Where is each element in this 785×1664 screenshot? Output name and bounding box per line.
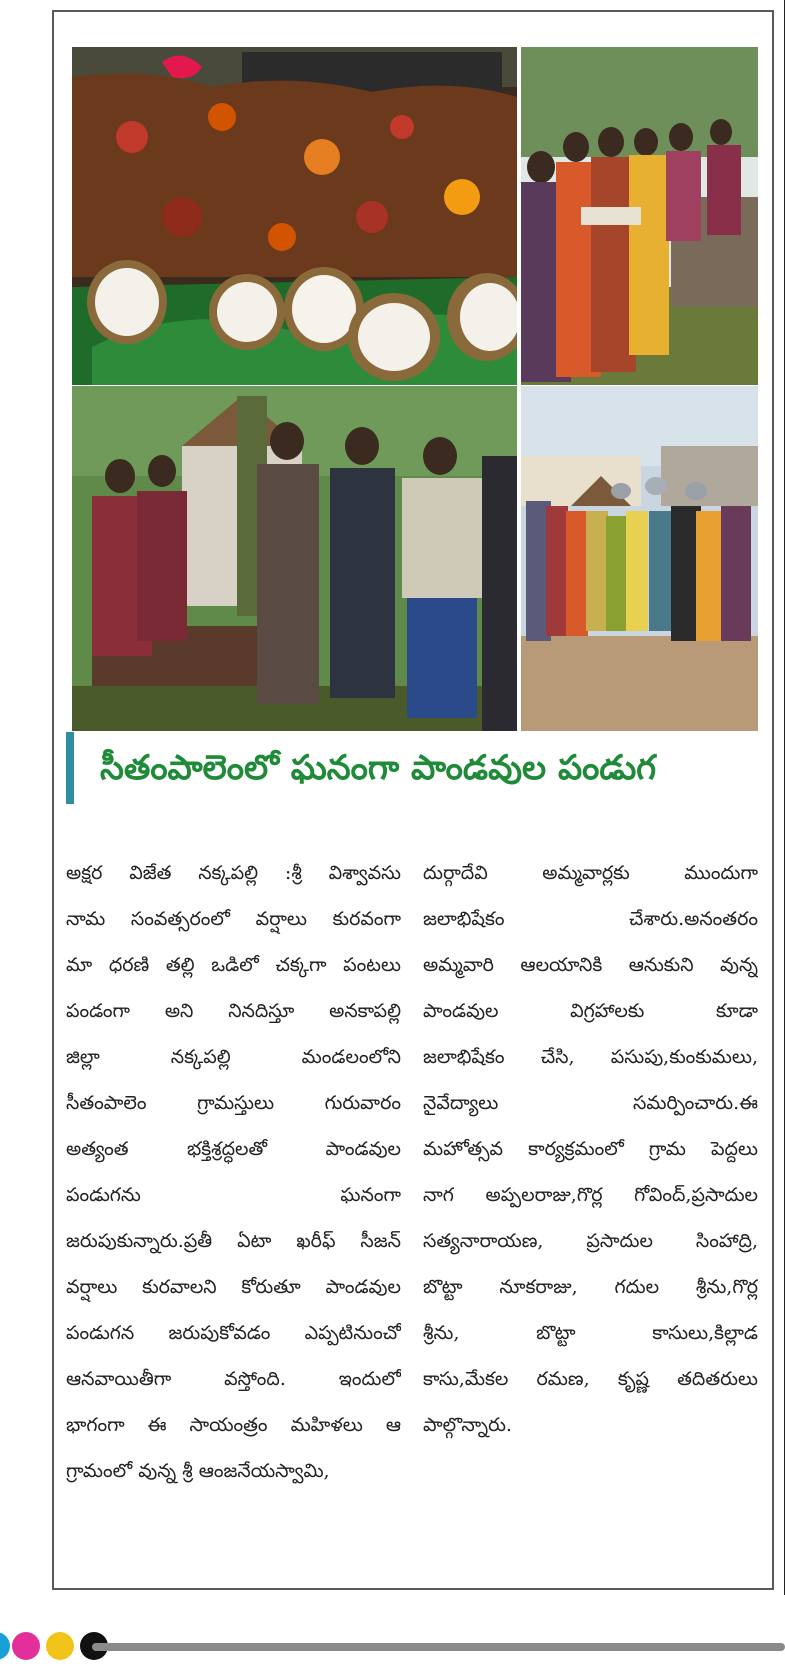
yellow-dot xyxy=(46,1632,74,1660)
magenta-dot xyxy=(12,1632,40,1660)
article-text-line: జలాభిషేకం చేసి, పసుపు,కుంకుమలు, xyxy=(423,1046,758,1068)
photo-shrine-coconuts xyxy=(72,47,517,385)
article-text-line: జలాభిషేకం చేశారు.అనంతరం xyxy=(423,908,758,930)
photo-women-pots xyxy=(521,386,758,731)
article-text-line: అమ్మవారి ఆలయానికి ఆనుకుని వున్న xyxy=(423,954,758,976)
article-text-line: బొట్టా నూకరాజు, గదుల శ్రీను,గొర్ల xyxy=(423,1276,758,1298)
article-text-line: అక్షర విజేత నక్కపల్లి :శ్రీ విశ్వావసు xyxy=(66,862,401,884)
article-text-line: జిల్లా నక్కపల్లి మండలంలోని xyxy=(66,1046,401,1068)
article-text-line: మహోత్సవ కార్యక్రమంలో గ్రామ పెద్దలు xyxy=(423,1138,758,1160)
headline-accent-bar xyxy=(66,732,74,804)
article-text-line: భాగంగా ఈ సాయంత్రం మహిళలు ఆ xyxy=(66,1414,401,1436)
article-text-line: సీతంపాలెం గ్రామస్తులు గురువారం xyxy=(66,1092,401,1114)
article-text-line: అత్యంత భక్తిశ్రద్ధలతో పాండవుల xyxy=(66,1138,401,1160)
article-text-line: మా ధరణి తల్లి ఒడిలో చక్కగా పంటలు xyxy=(66,954,401,976)
article-text-line: వర్షాలు కురవాలని కోరుతూ పాండవుల xyxy=(66,1276,401,1298)
article-column-left xyxy=(66,850,401,1494)
photo-men-praying xyxy=(72,386,517,731)
article-text-line: జరుపుకున్నారు.ప్రతీ ఏటా ఖరీఫ్ సీజన్ xyxy=(66,1230,401,1252)
article-text-line: కాసు,మేకల రమణ, కృష్ణ తదితరులు xyxy=(423,1368,758,1390)
article-text-line: పాండవుల విగ్రహాలకు కూడా xyxy=(423,1000,758,1022)
article-text-line: నామ సంవత్సరంలో వర్షాలు కురవంగా xyxy=(66,908,401,930)
article-text-line: పండంగా అని నినదిస్తూ అనకాపల్లి xyxy=(66,1000,401,1022)
footer-rule xyxy=(92,1643,785,1651)
cyan-dot xyxy=(0,1632,10,1660)
article-text-line: ఆనవాయితీగా వస్తోంది. ఇందులో xyxy=(66,1368,401,1390)
article-text-line: పండుగను ఘనంగా xyxy=(66,1184,401,1206)
article-text-line: నైవేద్యాలు సమర్పించారు.ఈ xyxy=(423,1092,758,1114)
article-text-line: దుర్గాదేవి అమ్మవార్లకు ముందుగా xyxy=(423,862,758,884)
article-text-line: పండుగన జరుపుకోవడం ఎప్పటినుంచో xyxy=(66,1322,401,1344)
article-text-line: పాల్గొన్నారు. xyxy=(423,1414,512,1436)
article-text-line: గ్రామంలో వున్న శ్రీ ఆంజనేయస్వామి, xyxy=(66,1460,330,1482)
article-headline: సీతంపాలెంలో ఘనంగా పాండవుల పండుగ xyxy=(100,748,657,788)
article-text-line: నాగ అప్పలరాజు,గొర్ల గోవింద్,ప్రసాదుల xyxy=(423,1184,758,1206)
article-text-line: శ్రీను, బొట్టా కాసులు,కిల్లాడ xyxy=(423,1322,758,1344)
photo-women-queue xyxy=(521,47,758,385)
article-text-line: సత్యనారాయణ, ప్రసాదుల సింహాద్రి, xyxy=(423,1230,758,1252)
article-column-right xyxy=(423,850,758,1448)
